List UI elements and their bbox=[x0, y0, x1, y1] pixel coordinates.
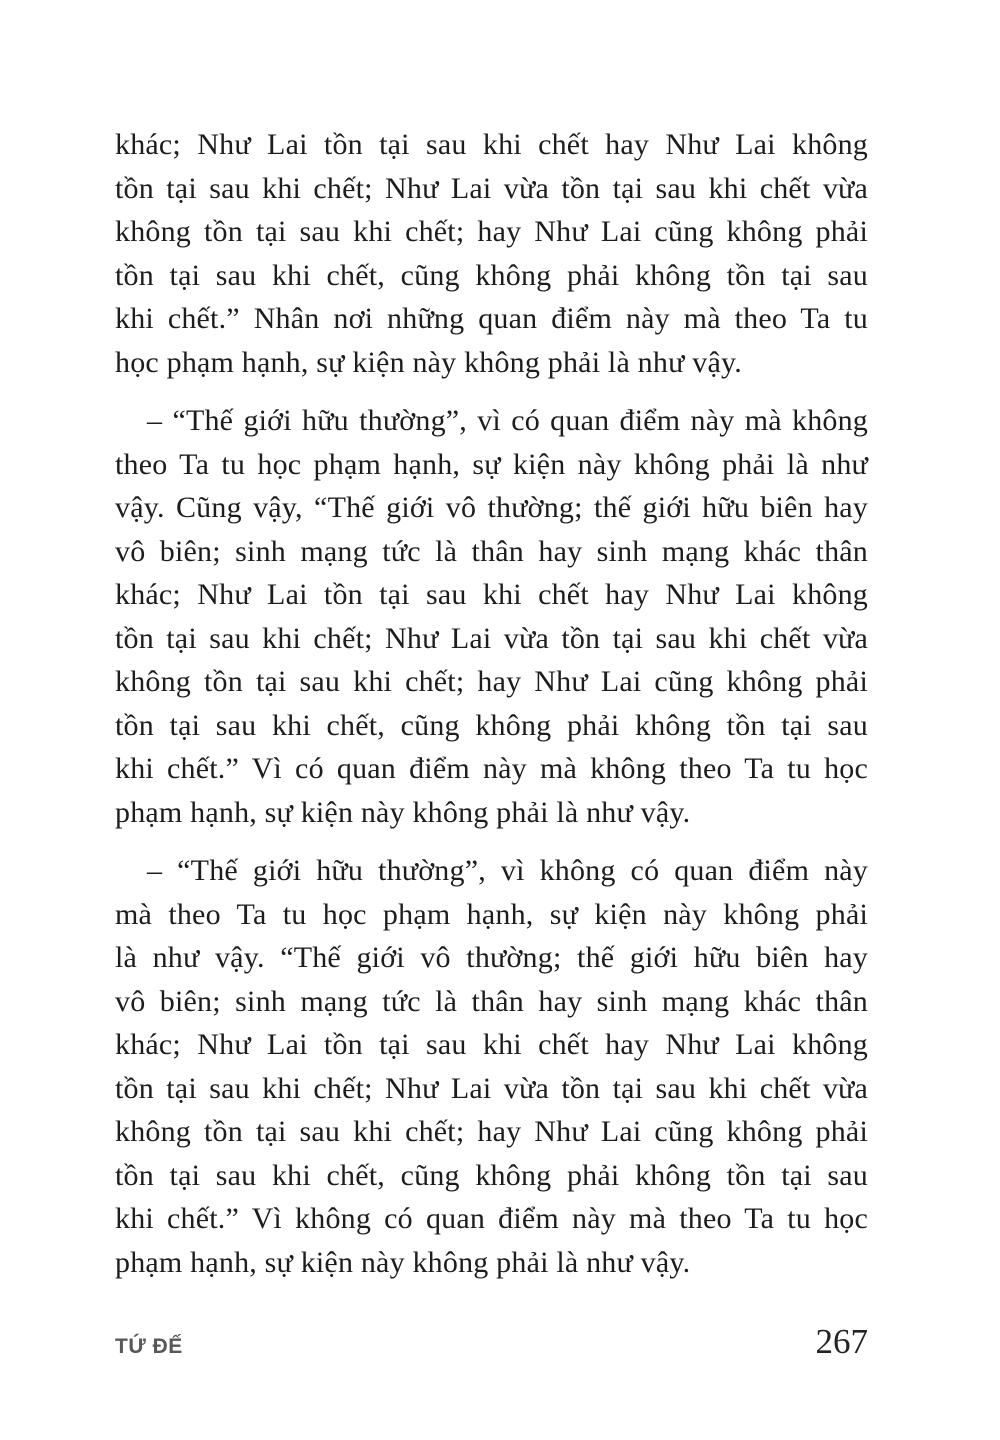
text-line: tồn tại sau khi chết, cũng không phải không tồn tại sau bbox=[115, 708, 868, 742]
text-line: không tồn tại sau khi chết; hay Như Lai cũng không phải bbox=[115, 665, 868, 698]
text-line: mà theo Ta tu học phạm hạnh, sự kiện này không phải bbox=[115, 897, 868, 931]
text-line: tồn tại sau khi chết; Như Lai vừa tồn tại sau khi chết vừa bbox=[115, 621, 868, 655]
text-line: tồn tại sau khi chết; Như Lai vừa tồn tại sau khi chết vừa bbox=[115, 171, 868, 205]
text-line: vô biên; sinh mạng tức là thân hay sinh mạng khác thân bbox=[115, 534, 868, 568]
text-line: tồn tại sau khi chết; Như Lai vừa tồn tại sau khi chết vừa bbox=[115, 1071, 868, 1105]
text-line: không tồn tại sau khi chết; hay Như Lai cũng không phải bbox=[115, 215, 868, 248]
text-line: là như vậy. “Thế giới vô thường; thế giới hữu biên hay bbox=[115, 941, 868, 974]
text-line: tồn tại sau khi chết, cũng không phải không tồn tại sau bbox=[115, 1158, 868, 1192]
text-line: vô biên; sinh mạng tức là thân hay sinh mạng khác thân bbox=[115, 984, 868, 1018]
text-line: khi chết.” Vì có quan điểm này mà không theo Ta tu học bbox=[115, 752, 868, 785]
text-line: khác; Như Lai tồn tại sau khi chết hay Như Lai không bbox=[115, 128, 868, 161]
text-line: khác; Như Lai tồn tại sau khi chết hay Như Lai không bbox=[115, 1028, 868, 1061]
text-line: học phạm hạnh, sự kiện này không phải là như vậy. bbox=[115, 345, 742, 379]
running-title: TỨ ĐẾ bbox=[115, 1335, 183, 1358]
text-line: khác; Như Lai tồn tại sau khi chết hay Như Lai không bbox=[115, 578, 868, 611]
body-text bbox=[115, 123, 868, 1284]
text-line: không tồn tại sau khi chết; hay Như Lai cũng không phải bbox=[115, 1115, 868, 1148]
text-line: theo Ta tu học phạm hạnh, sự kiện này không phải là như bbox=[115, 447, 868, 481]
paragraph-continuation bbox=[115, 123, 868, 384]
text-line: – “Thế giới hữu thường”, vì không có quan điểm này bbox=[147, 854, 868, 887]
text-line: – “Thế giới hữu thường”, vì có quan điểm này mà không bbox=[147, 404, 868, 437]
text-line: khi chết.” Vì không có quan điểm này mà theo Ta tu học bbox=[115, 1202, 868, 1235]
text-line: khi chết.” Nhân nơi những quan điểm này mà theo Ta tu bbox=[115, 302, 868, 335]
page-number: 267 bbox=[815, 1322, 868, 1361]
text-line: vậy. Cũng vậy, “Thế giới vô thường; thế giới hữu biên hay bbox=[115, 491, 868, 524]
paragraph-second bbox=[115, 399, 868, 834]
paragraph-third bbox=[115, 849, 868, 1284]
text-line: phạm hạnh, sự kiện này không phải là như vậy. bbox=[115, 795, 691, 829]
text-line: phạm hạnh, sự kiện này không phải là như vậy. bbox=[115, 1245, 691, 1279]
text-line: tồn tại sau khi chết, cũng không phải không tồn tại sau bbox=[115, 258, 868, 292]
page-footer bbox=[115, 1324, 868, 1359]
